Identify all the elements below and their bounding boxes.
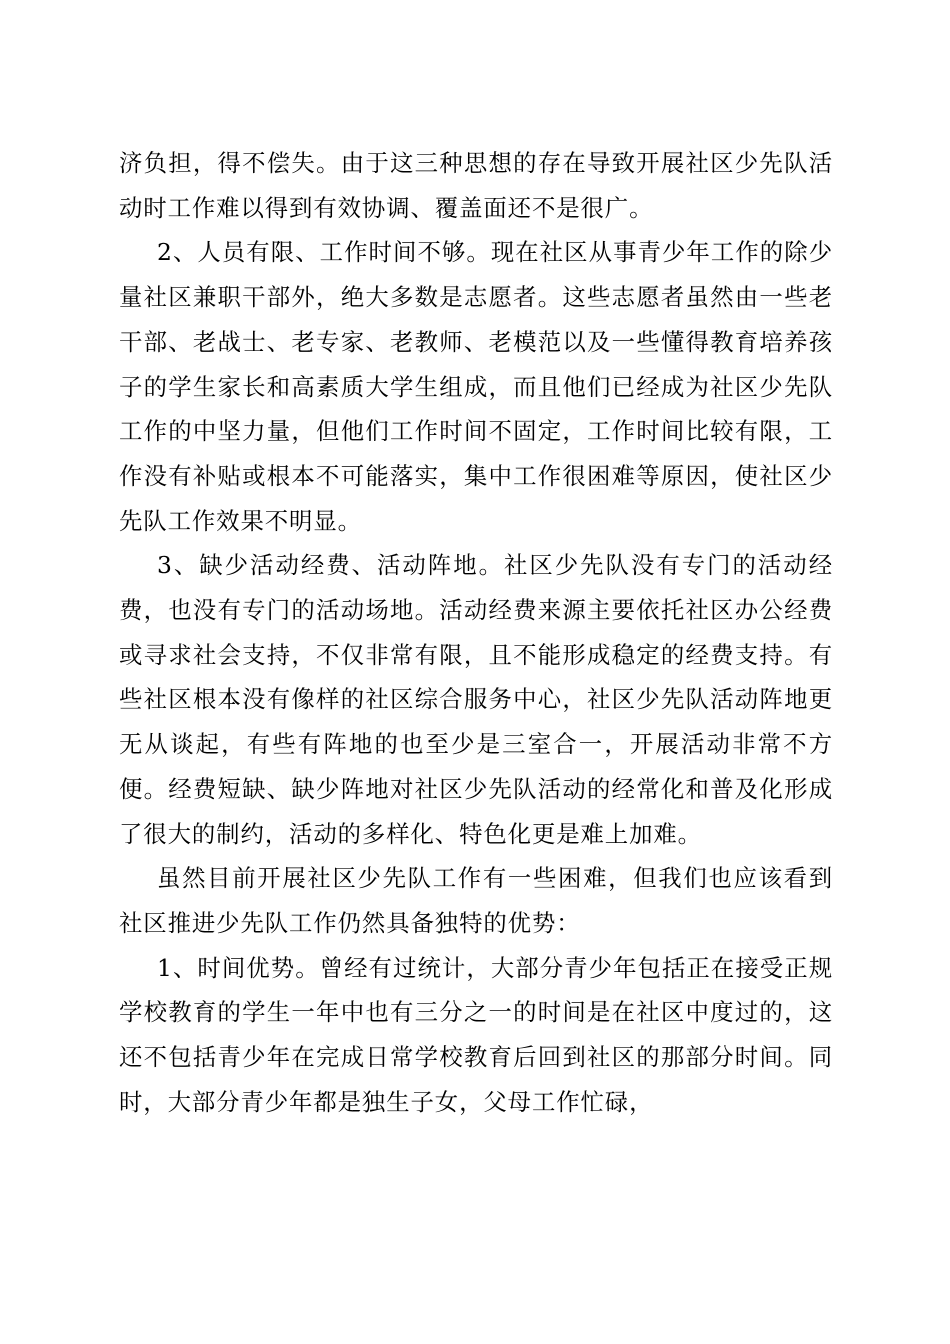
paragraph-5: 1、时间优势。曾经有过统计，大部分青少年包括正在接受正规学校教育的学生一年中也有三分之一的时间是在社区中度过的，这还不包括青少年在完成日常学校教育后回到社区的那部分时间。同时，大部分青少年都是独生子女，父母工作忙碌， bbox=[119, 953, 833, 1116]
document-body bbox=[119, 141, 833, 1124]
paragraph-2: 2、人员有限、工作时间不够。现在社区从事青少年工作的除少量社区兼职干部外，绝大多数是志愿者。这些志愿者虽然由一些老干部、老战士、老专家、老教师、老模范以及一些懂得教育培养孩子的学生家长和高素质大学生组成，而且他们已经成为社区少先队工作的中坚力量，但他们工作时间不固定，工作时间比较有限，工作没有补贴或根本不可能落实，集中工作很困难等原因，使社区少先队工作效果不明显。 bbox=[119, 238, 833, 535]
paragraph-3: 3、缺少活动经费、活动阵地。社区少先队没有专门的活动经费，也没有专门的活动场地。活动经费来源主要依托社区办公经费或寻求社会支持，不仅非常有限，且不能形成稳定的经费支持。有些社区根本没有像样的社区综合服务中心，社区少先队活动阵地更无从谈起，有些有阵地的也至少是三室合一，开展活动非常不方便。经费短缺、缺少阵地对社区少先队活动的经常化和普及化形成了很大的制约，活动的多样化、特色化更是难上加难。 bbox=[119, 551, 833, 848]
paragraph-4: 虽然目前开展社区少先队工作有一些困难，但我们也应该看到社区推进少先队工作仍然具备独特的优势： bbox=[119, 864, 833, 937]
paragraph-1: 济负担，得不偿失。由于这三种思想的存在导致开展社区少先队活动时工作难以得到有效协调、覆盖面还不是很广。 bbox=[119, 149, 833, 222]
